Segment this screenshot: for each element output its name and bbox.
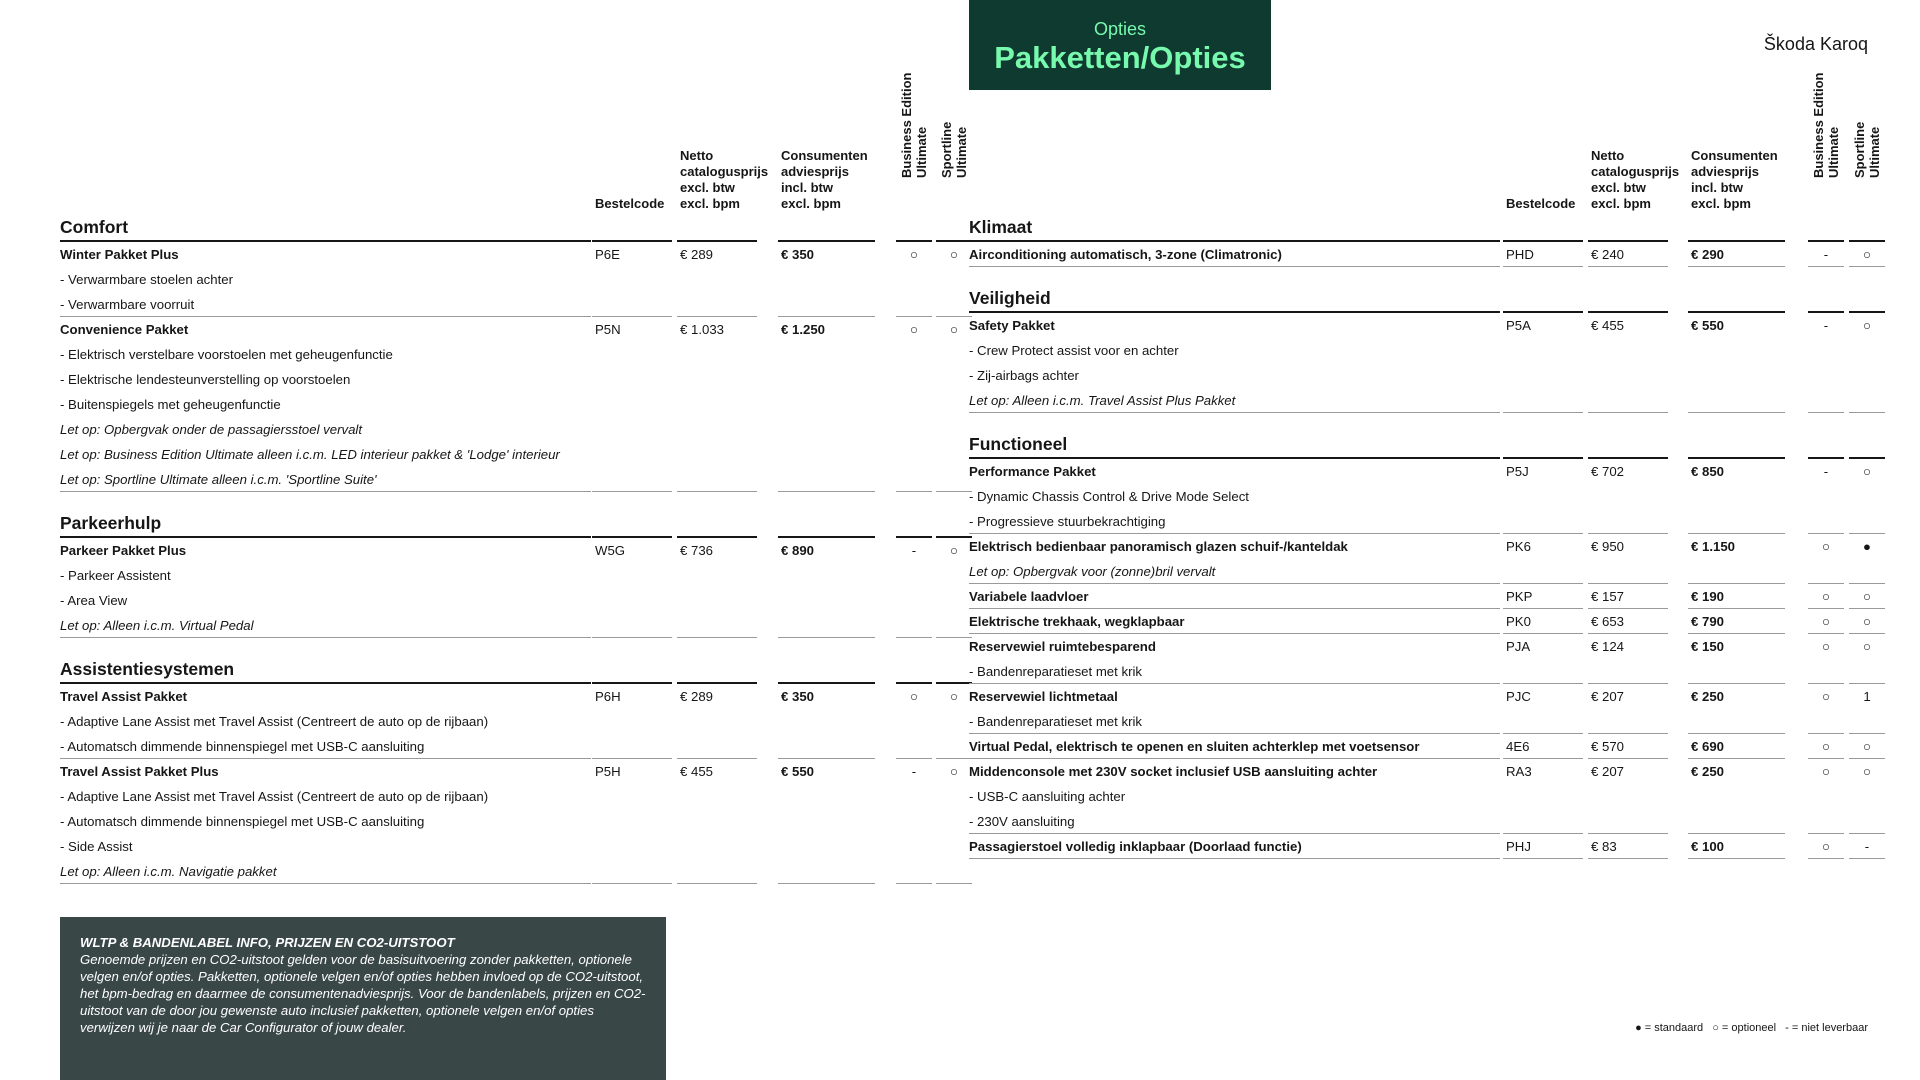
- option-row: [60, 684, 958, 709]
- rule-segment: [1688, 858, 1785, 859]
- availability-sportline: ○: [1863, 247, 1871, 262]
- option-code: PJC: [1506, 689, 1531, 704]
- rule-segment: [896, 637, 932, 638]
- option-netto-price: € 83: [1591, 839, 1617, 854]
- availability-sportline: ○: [1863, 739, 1871, 754]
- col-sportline-header: [936, 96, 972, 208]
- option-code: P5A: [1506, 318, 1531, 333]
- section: [969, 429, 1871, 859]
- option-name: Let op: Business Edition Ultimate alleen i.c.m. LED interieur pakket & 'Lodge' interieur: [60, 447, 560, 462]
- option-netto-price: € 570: [1591, 739, 1625, 754]
- option-note: [60, 859, 954, 884]
- option-name: - Elektrische lendesteunverstelling op voorstoelen: [60, 372, 351, 387]
- section: [969, 283, 1871, 413]
- option-name: Safety Pakket: [969, 318, 1055, 333]
- section: [60, 654, 958, 884]
- option-code: 4E6: [1506, 739, 1530, 754]
- col-netto-line: excl. bpm: [1591, 196, 1651, 211]
- section-title: Assistentiesystemen: [60, 654, 591, 684]
- availability-sportline: ○: [950, 247, 958, 262]
- option-detail: [60, 367, 954, 392]
- rule-segment: [1503, 266, 1583, 267]
- availability-business-edition: -: [1823, 247, 1829, 262]
- rule-segment: [1849, 858, 1885, 859]
- availability-business-edition: ○: [1822, 739, 1830, 754]
- availability-business-edition: ○: [1822, 589, 1830, 604]
- option-consumer-price: € 100: [1691, 839, 1725, 854]
- rule-segment: [896, 883, 932, 884]
- option-name: Let op: Alleen i.c.m. Travel Assist Plus Pakket: [969, 393, 1236, 408]
- option-detail: [60, 784, 954, 809]
- rule-segment: [1808, 858, 1844, 859]
- rule-segment: [1808, 412, 1844, 413]
- col-netto-header: [1591, 148, 1679, 212]
- option-code: P5J: [1506, 464, 1529, 479]
- option-name: Let op: Alleen i.c.m. Virtual Pedal: [60, 618, 254, 633]
- option-name: - Crew Protect assist voor en achter: [969, 343, 1179, 358]
- option-netto-price: € 289: [680, 247, 714, 262]
- option-consumer-price: € 850: [1691, 464, 1725, 479]
- col-consumer-header: [781, 148, 868, 212]
- rule-segment: [896, 491, 932, 492]
- rule-segment: [936, 491, 972, 492]
- col-sportline-header-line: Ultimate: [1867, 126, 1882, 178]
- option-code: PHJ: [1506, 839, 1531, 854]
- option-note: [60, 417, 954, 442]
- option-name: Reservewiel lichtmetaal: [969, 689, 1118, 704]
- page-header: [969, 0, 1271, 90]
- option-detail: [60, 563, 954, 588]
- option-code: P5H: [595, 764, 621, 779]
- col-consumer-header: [1691, 148, 1778, 212]
- option-row: [969, 634, 1871, 659]
- option-note: [60, 467, 954, 492]
- legend-unavailable: - = niet leverbaar: [1785, 1022, 1868, 1034]
- option-row: [969, 734, 1871, 759]
- rule-segment: [592, 883, 672, 884]
- availability-sportline: ○: [1863, 318, 1871, 333]
- col-sportline-header-line: Sportline: [939, 121, 954, 178]
- option-detail: [60, 809, 954, 834]
- option-row: [969, 834, 1870, 859]
- brand-name: Škoda Karoq: [1763, 34, 1868, 54]
- option-row: [60, 538, 958, 563]
- option-note: [969, 559, 1864, 584]
- option-name: - 230V aansluiting: [969, 814, 1075, 829]
- info-title: WLTP & BANDENLABEL INFO, PRIJZEN EN CO2-UITSTOOT: [80, 935, 455, 950]
- option-name: - Adaptive Lane Assist met Travel Assist (Centreert de auto op de rijbaan): [60, 714, 489, 729]
- option-name: Convenience Pakket: [60, 322, 189, 337]
- col-business-edition-header-text: [899, 73, 929, 178]
- legend-standard: ● = standaard: [1635, 1022, 1704, 1034]
- col-consumer-line: Consumenten: [1691, 148, 1778, 163]
- rule-segment: [1688, 266, 1785, 267]
- availability-sportline: -: [1864, 839, 1870, 854]
- option-code: RA3: [1506, 764, 1532, 779]
- option-name: Middenconsole met 230V socket inclusief USB aansluiting achter: [969, 764, 1378, 779]
- rule-segment: [969, 412, 1500, 413]
- option-netto-price: € 455: [1591, 318, 1625, 333]
- availability-business-edition: -: [911, 764, 917, 779]
- col-business-edition-header-text: [1811, 73, 1841, 178]
- option-row: [969, 584, 1871, 609]
- option-name: - Elektrisch verstelbare voorstoelen met geheugenfunctie: [60, 347, 393, 362]
- option-netto-price: € 653: [1591, 614, 1625, 629]
- option-name: Let op: Sportline Ultimate alleen i.c.m. 'Sportline Suite': [60, 472, 377, 487]
- option-name: - USB-C aansluiting achter: [969, 789, 1126, 804]
- availability-business-edition: ○: [1822, 639, 1830, 654]
- col-sportline-header-line: Ultimate: [954, 126, 969, 178]
- option-consumer-price: € 890: [781, 543, 815, 558]
- option-consumer-price: € 550: [781, 764, 815, 779]
- availability-business-edition: -: [1823, 318, 1829, 333]
- section-title: Klimaat: [969, 212, 1500, 242]
- availability-sportline: ○: [1863, 639, 1871, 654]
- option-code: PK6: [1506, 539, 1531, 554]
- rule-segment: [1588, 858, 1668, 859]
- availability-business-edition: ○: [1822, 764, 1830, 779]
- col-sportline-header-text: [1852, 122, 1882, 178]
- option-name: Let op: Alleen i.c.m. Navigatie pakket: [60, 864, 277, 879]
- option-name: Parkeer Pakket Plus: [60, 543, 187, 558]
- option-name: Reservewiel ruimtebesparend: [969, 639, 1156, 654]
- column-header: [60, 72, 969, 212]
- col-code-header: Bestelcode: [595, 196, 665, 211]
- option-name: - Side Assist: [60, 839, 133, 854]
- col-sportline-header-line: Sportline: [1852, 121, 1867, 178]
- rule-segment: [1849, 412, 1885, 413]
- option-name: - Verwarmbare voorruit: [60, 297, 195, 312]
- option-name: - Zij-airbags achter: [969, 368, 1079, 383]
- wltp-info-box: [60, 917, 666, 1080]
- option-name: Performance Pakket: [969, 464, 1096, 479]
- col-netto-line: Netto: [680, 148, 714, 163]
- option-detail: [60, 267, 954, 292]
- option-detail: [969, 709, 1864, 734]
- section-title: Veiligheid: [969, 283, 1500, 313]
- option-row: [969, 313, 1871, 338]
- col-netto-line: excl. btw: [1591, 180, 1646, 195]
- rule-segment: [1588, 266, 1668, 267]
- option-name: Virtual Pedal, elektrisch te openen en sluiten achterklep met voetsensor: [969, 739, 1420, 754]
- rule-segment: [778, 637, 875, 638]
- rule-segment: [1503, 412, 1583, 413]
- col-business-edition-header-line: Business Edition: [1811, 72, 1826, 178]
- col-consumer-line: adviesprijs: [1691, 164, 1759, 179]
- rule-segment: [936, 637, 972, 638]
- option-detail: [60, 709, 954, 734]
- rule-segment: [592, 491, 672, 492]
- availability-business-edition: ○: [1822, 839, 1830, 854]
- option-detail: [969, 659, 1864, 684]
- section-title: Comfort: [60, 212, 591, 242]
- rule-segment: [1849, 266, 1885, 267]
- option-consumer-price: € 350: [781, 689, 815, 704]
- col-business-edition-header-line: Business Edition: [899, 72, 914, 178]
- option-consumer-price: € 150: [1691, 639, 1725, 654]
- availability-business-edition: ○: [1822, 614, 1830, 629]
- rule-segment: [60, 637, 591, 638]
- table-body: [60, 212, 958, 884]
- option-row: [969, 534, 1871, 559]
- option-consumer-price: € 190: [1691, 589, 1725, 604]
- section: [60, 508, 958, 638]
- option-name: Winter Pakket Plus: [60, 247, 179, 262]
- option-note: [60, 613, 954, 638]
- rule-segment: [60, 883, 591, 884]
- option-name: Passagierstoel volledig inklapbaar (Doorlaad functie): [969, 839, 1302, 854]
- legend-optional: ○ = optioneel: [1712, 1022, 1777, 1034]
- availability-sportline: ○: [1863, 464, 1871, 479]
- header-subtitle: Opties: [1093, 19, 1147, 39]
- col-consumer-line: Consumenten: [781, 148, 868, 163]
- availability-sportline: ○: [950, 322, 958, 337]
- option-code: P6H: [595, 689, 621, 704]
- col-consumer-line: adviesprijs: [781, 164, 849, 179]
- col-business-edition-header: [1808, 72, 1844, 208]
- rule-segment: [778, 491, 875, 492]
- rule-segment: [592, 637, 672, 638]
- rule-segment: [677, 883, 757, 884]
- option-netto-price: € 207: [1591, 764, 1625, 779]
- option-consumer-price: € 350: [781, 247, 815, 262]
- option-netto-price: € 207: [1591, 689, 1625, 704]
- option-name: Variabele laadvloer: [969, 589, 1089, 604]
- option-detail: [969, 809, 1864, 834]
- availability-business-edition: ○: [1822, 689, 1830, 704]
- option-name: Airconditioning automatisch, 3-zone (Climatronic): [969, 247, 1282, 262]
- option-consumer-price: € 1.150: [1691, 539, 1735, 554]
- col-netto-line: excl. bpm: [680, 196, 740, 211]
- option-detail: [969, 363, 1864, 388]
- availability-sportline: ○: [1863, 614, 1871, 629]
- option-consumer-price: € 250: [1691, 764, 1725, 779]
- col-netto-line: Netto: [1591, 148, 1625, 163]
- availability-sportline: ○: [950, 764, 958, 779]
- section-title: Parkeerhulp: [60, 508, 591, 538]
- option-name: - Bandenreparatieset met krik: [969, 714, 1142, 729]
- option-netto-price: € 736: [680, 543, 714, 558]
- option-name: Travel Assist Pakket Plus: [60, 764, 219, 779]
- col-consumer-line: excl. bpm: [781, 196, 841, 211]
- availability-business-edition: -: [911, 543, 917, 558]
- option-netto-price: € 289: [680, 689, 714, 704]
- col-netto-line: excl. btw: [680, 180, 735, 195]
- option-detail: [60, 588, 954, 613]
- column-header: [969, 72, 1882, 212]
- option-code: PHD: [1506, 247, 1534, 262]
- option-consumer-price: € 1.250: [781, 322, 825, 337]
- option-row: [969, 459, 1871, 484]
- option-name: - Dynamic Chassis Control & Drive Mode Select: [969, 489, 1249, 504]
- option-netto-price: € 240: [1591, 247, 1625, 262]
- option-name: Let op: Opbergvak onder de passagiersstoel vervalt: [60, 422, 363, 437]
- option-detail: [60, 834, 954, 859]
- table-body: [969, 212, 1871, 859]
- option-detail: [969, 338, 1864, 363]
- option-netto-price: € 950: [1591, 539, 1625, 554]
- rule-segment: [969, 858, 1500, 859]
- option-row: [969, 684, 1871, 709]
- option-consumer-price: € 550: [1691, 318, 1725, 333]
- availability-sportline: ○: [1863, 764, 1871, 779]
- option-detail: [60, 292, 954, 317]
- rule-segment: [60, 491, 591, 492]
- col-consumer-line: incl. btw: [781, 180, 833, 195]
- availability-business-edition: ○: [910, 322, 918, 337]
- rule-segment: [1588, 412, 1668, 413]
- availability-sportline: ○: [950, 543, 958, 558]
- option-name: - Parkeer Assistent: [60, 568, 171, 583]
- option-consumer-price: € 790: [1691, 614, 1725, 629]
- option-detail: [969, 484, 1864, 509]
- option-name: Elektrisch bedienbaar panoramisch glazen schuif-/kanteldak: [969, 539, 1348, 554]
- option-row: [60, 242, 958, 267]
- availability-sportline: ●: [1863, 539, 1871, 554]
- option-consumer-price: € 290: [1691, 247, 1725, 262]
- availability-business-edition: ○: [1822, 539, 1830, 554]
- option-code: PKP: [1506, 589, 1533, 604]
- section: [969, 212, 1871, 267]
- option-detail: [60, 342, 954, 367]
- availability-business-edition: -: [1823, 464, 1829, 479]
- col-code-header: Bestelcode: [1506, 196, 1576, 211]
- option-name: - Area View: [60, 593, 128, 608]
- option-consumer-price: € 250: [1691, 689, 1725, 704]
- col-netto-line: catalogusprijs: [680, 164, 769, 179]
- availability-sportline: ○: [950, 689, 958, 704]
- availability-business-edition: ○: [910, 247, 918, 262]
- option-name: - Bandenreparatieset met krik: [969, 664, 1142, 679]
- rule-segment: [778, 883, 875, 884]
- availability-sportline: 1: [1863, 689, 1871, 704]
- option-name: Elektrische trekhaak, wegklapbaar: [969, 614, 1185, 629]
- option-netto-price: € 157: [1591, 589, 1625, 604]
- rule-segment: [677, 491, 757, 492]
- legend: [1629, 1022, 1868, 1034]
- info-text: Genoemde prijzen en CO2-uitstoot gelden voor de basisuitvoering zonder pakketten, optionele velgen en/of opties. Pakketten, optionele velgen en/of opties hebben invloed op de CO2-uitstoot, het bpm-bedrag en daarmee de consumentenadviesprijs. Voor de bandenlabels, prijzen en CO2-uitstoot van de door jou gewenste auto inclusief pakketten, optionele velgen en/of opties verwijzen wij je naar de Car Configurator of jouw dealer.: [80, 952, 646, 1035]
- option-note: [60, 442, 954, 467]
- option-code: PJA: [1506, 639, 1531, 654]
- option-detail: [60, 392, 954, 417]
- rule-segment: [969, 266, 1500, 267]
- col-netto-header: [680, 148, 768, 212]
- option-name: Travel Assist Pakket: [60, 689, 188, 704]
- header-title: Pakketten/Opties: [994, 40, 1246, 75]
- option-row: [60, 759, 958, 784]
- col-business-edition-header-line: Ultimate: [1826, 126, 1841, 178]
- option-netto-price: € 702: [1591, 464, 1625, 479]
- option-code: W5G: [595, 543, 626, 558]
- rule-segment: [1688, 412, 1785, 413]
- option-row: [969, 242, 1871, 267]
- option-name: Let op: Opbergvak voor (zonne)bril vervalt: [969, 564, 1216, 579]
- option-name: - Verwarmbare stoelen achter: [60, 272, 233, 287]
- col-business-edition-header-line: Ultimate: [914, 126, 929, 178]
- rule-segment: [677, 637, 757, 638]
- option-netto-price: € 124: [1591, 639, 1625, 654]
- option-detail: [969, 509, 1864, 534]
- rule-segment: [1808, 266, 1844, 267]
- option-netto-price: € 1.033: [680, 322, 724, 337]
- section: [60, 212, 958, 492]
- option-detail: [969, 784, 1864, 809]
- option-code: P5N: [595, 322, 621, 337]
- col-sportline-header: [1849, 96, 1885, 208]
- col-business-edition-header: [896, 72, 932, 208]
- availability-sportline: ○: [1863, 589, 1871, 604]
- col-sportline-header-text: [939, 122, 969, 178]
- rule-segment: [1503, 858, 1583, 859]
- col-netto-line: catalogusprijs: [1591, 164, 1680, 179]
- option-row: [969, 759, 1871, 784]
- option-name: - Automatsch dimmende binnenspiegel met USB-C aansluiting: [60, 739, 425, 754]
- rule-segment: [936, 883, 972, 884]
- option-note: [969, 388, 1864, 413]
- option-netto-price: € 455: [680, 764, 714, 779]
- section-title: Functioneel: [969, 429, 1500, 459]
- availability-business-edition: ○: [910, 689, 918, 704]
- option-row: [969, 609, 1871, 634]
- option-row: [60, 317, 958, 342]
- option-name: - Adaptive Lane Assist met Travel Assist (Centreert de auto op de rijbaan): [60, 789, 489, 804]
- option-name: - Buitenspiegels met geheugenfunctie: [60, 397, 281, 412]
- option-code: P6E: [595, 247, 620, 262]
- col-consumer-line: excl. bpm: [1691, 196, 1751, 211]
- option-name: - Progressieve stuurbekrachtiging: [969, 514, 1166, 529]
- option-code: PK0: [1506, 614, 1531, 629]
- col-consumer-line: incl. btw: [1691, 180, 1743, 195]
- option-consumer-price: € 690: [1691, 739, 1725, 754]
- option-detail: [60, 734, 954, 759]
- option-name: - Automatsch dimmende binnenspiegel met USB-C aansluiting: [60, 814, 425, 829]
